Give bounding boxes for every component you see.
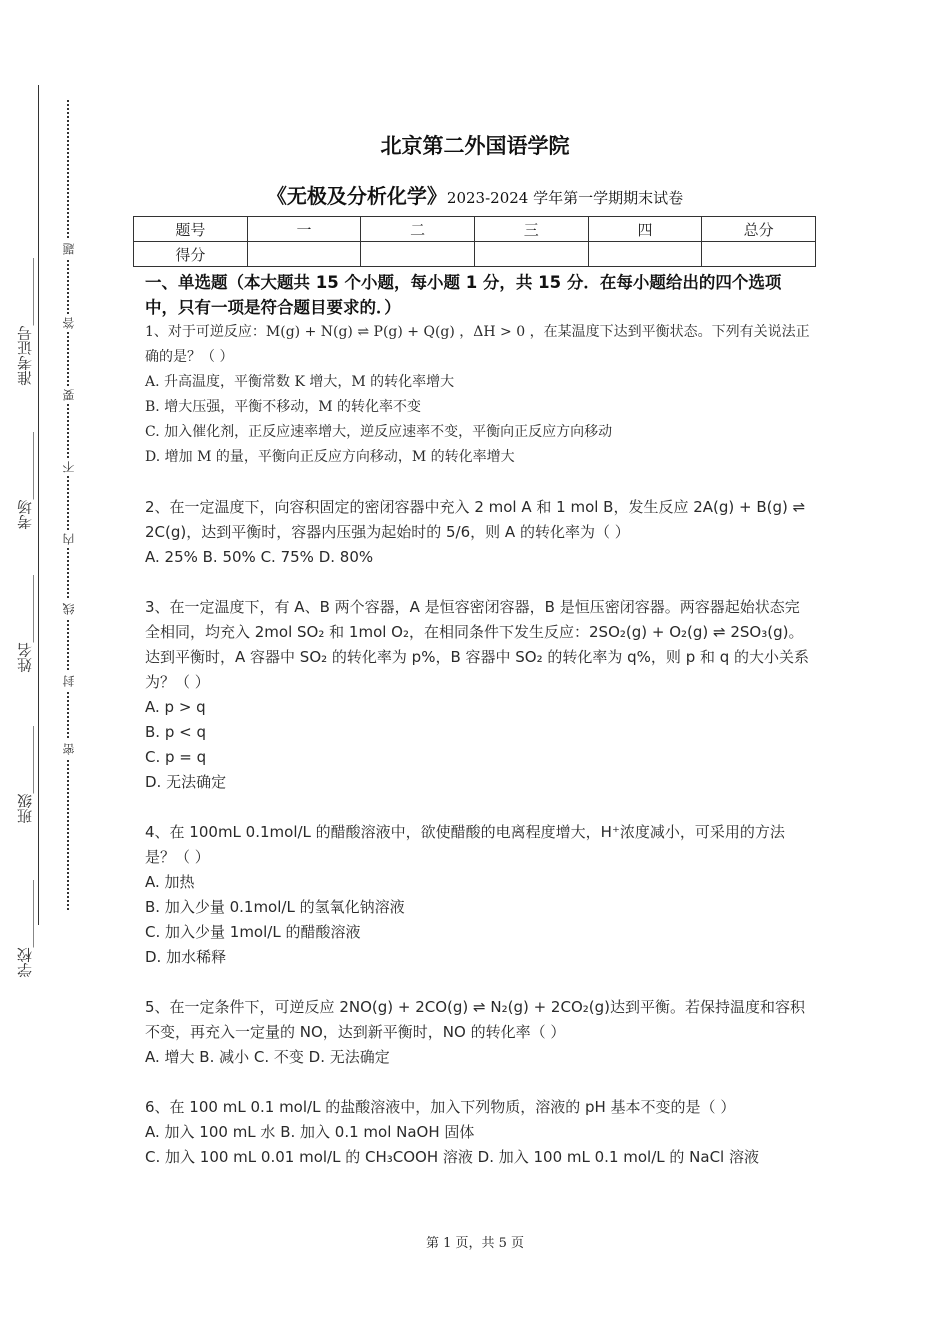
question-option: C. 加入 100 mL 0.01 mol/L 的 CH₃COOH 溶液 D. 加入 100 mL 0.1 mol/L 的 NaCl 溶液 [145, 1148, 759, 1166]
question-option: C. 加入少量 1mol/L 的醋酸溶液 [145, 923, 361, 941]
field-exam-room-label: 考场_________ [16, 432, 34, 530]
question-option: A. 25% B. 50% C. 75% D. 80% [145, 548, 374, 566]
exam-subtitle [0, 180, 950, 209]
seal-char: 不 [60, 458, 77, 476]
question-5 [145, 995, 810, 1070]
question-option: A. p > q [145, 698, 206, 716]
question-stem: 1、对于可逆反应：M(g) + N(g) ⇌ P(g) + Q(g) ，ΔH > 0 ，在某温度下达到平衡状态。下列有关说法正确的是？（ ） [145, 324, 810, 365]
question-option: B. 增大压强，平衡不移动，M 的转化率不变 [145, 399, 421, 415]
score-table-cell: 二 [361, 217, 475, 242]
field-school [14, 880, 35, 978]
section-heading: 一、单选题（本大题共 15 个小题，每小题 1 分，共 15 分．在每小题给出的四个选项中，只有一项是符合题目要求的．） [145, 273, 782, 317]
seal-char: 要 [60, 386, 77, 404]
school-title: 北京第二外国语学院 [380, 134, 570, 158]
seal-char: 封 [60, 672, 77, 690]
score-input-cell[interactable] [474, 242, 588, 267]
field-exam-room [14, 432, 35, 530]
question-option: B. 加入少量 0.1mol/L 的氢氧化钠溶液 [145, 898, 405, 916]
question-stem: 6、在 100 mL 0.1 mol/L 的盐酸溶液中，加入下列物质，溶液的 pH 基本不变的是（ ） [145, 1098, 736, 1116]
score-input-cell[interactable] [702, 242, 816, 267]
binding-solid-line [38, 85, 39, 925]
question-option: A. 升高温度，平衡常数 K 增大，M 的转化率增大 [145, 374, 455, 390]
score-table-cell: 总分 [702, 217, 816, 242]
score-input-cell[interactable] [247, 242, 361, 267]
score-table-cell: 一 [247, 217, 361, 242]
score-table-cell: 四 [588, 217, 702, 242]
seal-char: 内 [60, 530, 77, 548]
exam-term: 2023-2024 学年第一学期期末试卷 [446, 189, 684, 207]
score-table-header-row [134, 217, 816, 242]
score-table-cell: 得分 [134, 242, 248, 267]
field-ticket-number [14, 258, 35, 386]
seal-char: 线 [60, 600, 77, 618]
question-option: D. 无法确定 [145, 773, 227, 791]
question-6 [145, 1095, 810, 1170]
question-option: A. 加入 100 mL 水 B. 加入 0.1 mol NaOH 固体 [145, 1123, 475, 1141]
question-option: C. p = q [145, 748, 207, 766]
question-stem: 3、在一定温度下，有 A、B 两个容器，A 是恒容密闭容器，B 是恒压密闭容器。两容器起始状态完全相同，均充入 2mol SO₂ 和 1mol O₂，在相同条件下发生反应：2SO₂(g) + O₂(g) ⇌ 2SO₃(g)。达到平衡时，A 容器中 SO₂ 的转化率为 p%，B 容器中 SO₂ 的转化率为 q%，则 p 和 q 的大小关系为？（ ） [145, 598, 810, 691]
question-option: B. p < q [145, 723, 206, 741]
question-stem: 4、在 100mL 0.1mol/L 的醋酸溶液中，欲使醋酸的电离程度增大，H⁺浓度减小，可采用的方法是？（ ） [145, 823, 785, 866]
field-ticket-number-label: 准考证号_________ [16, 258, 34, 386]
score-table-cell: 题号 [134, 217, 248, 242]
question-2 [145, 495, 810, 570]
binding-dotted-line [67, 100, 69, 910]
field-class-label: 班级_________ [16, 726, 34, 824]
field-class [14, 726, 35, 824]
question-option: D. 增加 M 的量，平衡向正反应方向移动，M 的转化率增大 [145, 449, 515, 465]
field-school-label: 学校_________ [16, 880, 34, 978]
score-table-cell: 三 [474, 217, 588, 242]
question-content [145, 270, 810, 1170]
question-option: C. 加入催化剂，正反应速率增大，逆反应速率不变，平衡向正反应方向移动 [145, 424, 613, 440]
seal-char: 答 [60, 314, 77, 332]
seal-char: 题 [60, 240, 77, 258]
field-name [14, 575, 35, 673]
seal-char: 密 [60, 740, 77, 758]
question-4 [145, 820, 810, 970]
score-table-score-row [134, 242, 816, 267]
question-option: D. 加水稀释 [145, 948, 227, 966]
field-name-label: 姓名_________ [16, 575, 34, 673]
score-input-cell[interactable] [588, 242, 702, 267]
question-stem: 2、在一定温度下，向容积固定的密闭容器中充入 2 mol A 和 1 mol B，发生反应 2A(g) + B(g) ⇌ 2C(g)，达到平衡时，容器内压强为起始时的 5/6，则 A 的转化率为（ ） [145, 498, 806, 541]
course-name: 《无极及分析化学》 [266, 184, 447, 208]
question-3 [145, 595, 810, 795]
score-input-cell[interactable] [361, 242, 475, 267]
score-table [133, 216, 816, 267]
question-option: A. 加热 [145, 873, 195, 891]
question-stem: 5、在一定条件下，可逆反应 2NO(g) + 2CO(g) ⇌ N₂(g) + 2CO₂(g)达到平衡。若保持温度和容积不变，再充入一定量的 NO，达到新平衡时，NO 的转化率（ ） [145, 998, 805, 1041]
question-1 [145, 320, 810, 470]
page-number: 第 1 页，共 5 页 [425, 1236, 525, 1251]
question-option: A. 增大 B. 减小 C. 不变 D. 无法确定 [145, 1048, 390, 1066]
